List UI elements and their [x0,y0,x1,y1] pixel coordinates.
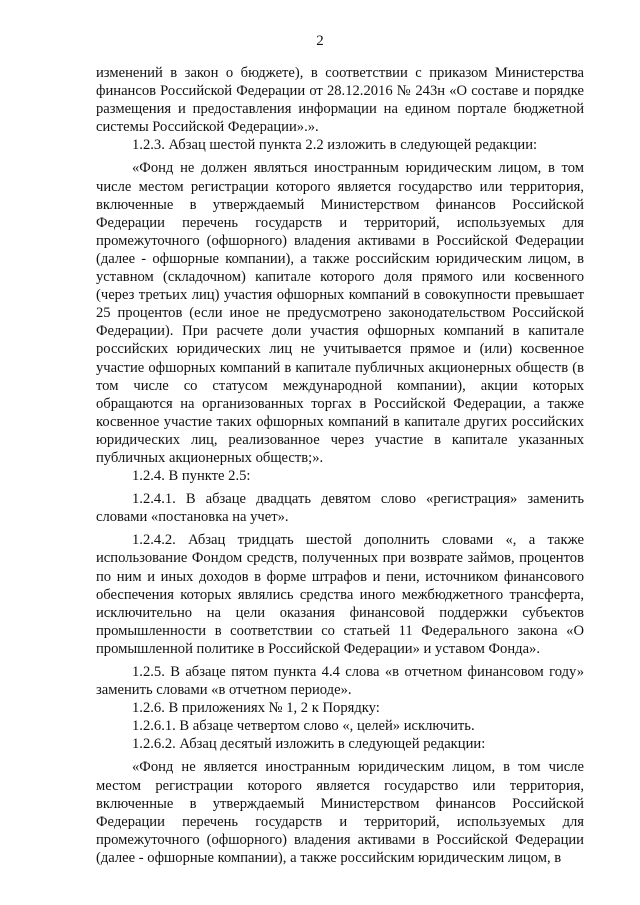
paragraph-1-2-4: 1.2.4. В пункте 2.5: [132,468,251,485]
paragraph-1-2-4-2: 1.2.4.2. Абзац тридцать шестой дополнить словами «, а также использование Фондом средств, полученных при возврате займов, процентов по ним и иных доходов в форме штрафов и пени, источником финансового обеспечения которых являлись средства иного межбюджетного трансферта, исключительно на цели оказания финансовой поддержки субъектов промышленности в соответствии со статьей 11 Федерального закона «О промышленной политике в Российской Федерации» и уставом Фонда». [96,532,584,657]
quoted-paragraph-fund-statement: «Фонд не является иностранным юридическим лицом, в том числе местом регистрации которого является государство или территория, включенные в утверждаемый Министерством финансов Российской Федерации перечень государств и территорий, используемых для промежуточного (офшорного) владения активами в Российской Федерации (далее - офшорные компании), а также российским юридическим лицом, в [96,759,584,866]
paragraph-1-2-3: 1.2.3. Абзац шестой пункта 2.2 изложить в следующей редакции: [132,137,538,154]
quoted-paragraph-fund-requirement: «Фонд не должен являться иностранным юридическим лицом, в том числе местом регистрации которого является государство или территория, включенные в утверждаемый Министерством финансов Российской Федерации перечень государств и территорий, используемых для промежуточного (офшорного) владения активами в Российской Федерации (далее - офшорные компании), а также российским юридическим лицом, в уставном (складочном) капитале которого доля прямого или косвенного (через третьих лиц) участия офшорных компаний в совокупности превышает 25 процентов (если иное не предусмотрено законодательством Российской Федерации). При расчете доли участия офшорных компаний в капитале российских юридических лиц не учитывается прямое и (или) косвенное участие офшорных компаний в капитале публичных акционерных обществ (в том числе со статусом международной компании), акции которых обращаются на организованных торгах в Российской Федерации, а также косвенное участие таких офшорных компаний в капитале других российских юридических лиц, реализованное через участие в капитале указанных публичных акционерных обществ;». [96,160,584,466]
paragraph-continuation: изменений в закон о бюджете), в соответствии с приказом Министерства финансов Российской Федерации от 28.12.2016 № 243н «О составе и порядке размещения и предоставления информации на едином портале бюджетной системы Российской Федерации».». [96,65,584,136]
document-body [96,64,584,867]
paragraph-1-2-6-1: 1.2.6.1. В абзаце четвертом слово «, целей» исключить. [132,718,475,735]
paragraph-1-2-4-1: 1.2.4.1. В абзаце двадцать девятом слово «регистрация» заменить словами «постановка на учет». [96,491,584,526]
paragraph-1-2-5: 1.2.5. В абзаце пятом пункта 4.4 слова «в отчетном финансовом году» заменить словами «в отчетном периоде». [96,664,584,699]
paragraph-1-2-6: 1.2.6. В приложениях № 1, 2 к Порядку: [132,700,380,717]
page-number: 2 [316,33,324,49]
paragraph-1-2-6-2: 1.2.6.2. Абзац десятый изложить в следующей редакции: [132,736,486,753]
